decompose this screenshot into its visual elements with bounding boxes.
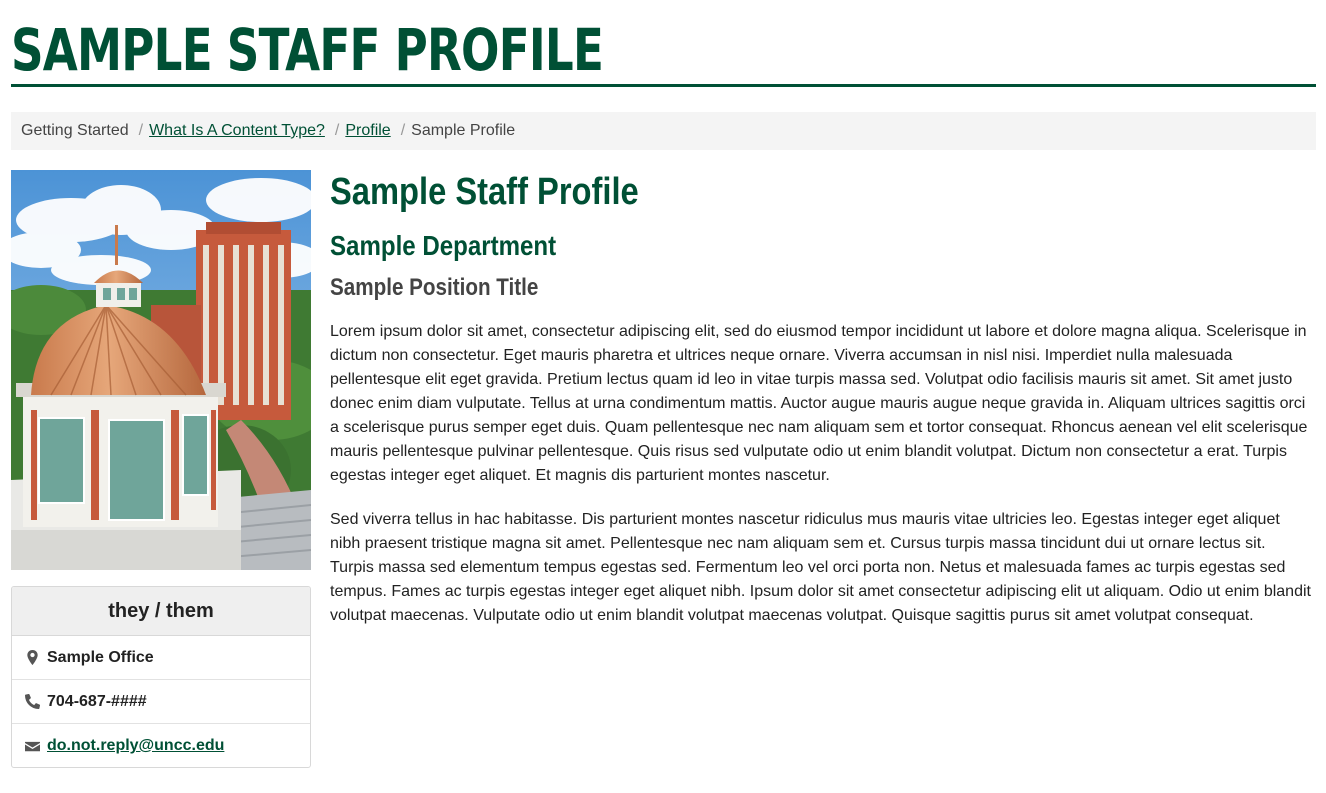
bio bbox=[330, 320, 1312, 628]
phone-row bbox=[12, 680, 310, 724]
envelope-icon bbox=[25, 739, 40, 754]
breadcrumb-item-getting-started: Getting Started bbox=[21, 122, 129, 139]
profile-photo bbox=[11, 170, 311, 570]
page-title: SAMPLE STAFF PROFILE bbox=[11, 16, 604, 84]
contact-card bbox=[11, 586, 311, 768]
position-title: Sample Position Title bbox=[330, 274, 539, 301]
office-row bbox=[12, 636, 310, 680]
breadcrumb-separator: / bbox=[138, 122, 144, 139]
phone-icon bbox=[25, 694, 40, 709]
bio-paragraph: Lorem ipsum dolor sit amet, consectetur adipiscing elit, sed do eiusmod tempor incididunt ut labore et dolore magna aliqua. Scelerisque in dictum non consectetur. Eget mauris pharetra et ultrices neque ornare. Viverra accumsan in nisl nisi. Imperdiet nulla malesuada pellentesque elit eget gravida. Pretium lectus quam id leo in vitae turpis massa sed. Volutpat odio facilisis mauris sit amet. Sit amet justo donec enim diam vulputate. Tellus at urna condimentum mattis. Auctor augue mauris augue neque gravida in. Aliquam ultrices sagittis orci a scelerisque purus semper eget duis. Quam pellentesque nec nam aliquam sem et tortor consequat. Rhoncus aenean vel elit scelerisque mauris pellentesque pulvinar pellentesque. Quis risus sed vulputate odio ut enim blandit volutpat. Dictum non consectetur a erat. Turpis egestas integer eget aliquet. Et magnis dis parturient montes nascetur. bbox=[330, 323, 1308, 484]
email-link[interactable]: do.not.reply@uncc.edu bbox=[47, 737, 225, 754]
bio-paragraph: Sed viverra tellus in hac habitasse. Dis parturient montes nascetur ridiculus mus mauris vitae ultricies leo. Egestas integer eget aliquet nibh praesent tristique magna sit amet. Pellentesque nec nam aliquam sem et. Cursus turpis massa tincidunt dui ut ornare lectus sit. Turpis massa sed elementum tempus egestas sed. Fermentum leo vel orci porta non. Netus et malesuada fames ac turpis egestas sed tempus. Fames ac turpis egestas integer eget aliquet nibh. Ipsum dolor sit amet consectetur adipiscing elit ut aliquam. Odio ut enim blandit volutpat maecenas. Vulputate odio ut enim blandit volutpat maecenas volutpat. Quisque sagittis purus sit amet volutpat consequat. bbox=[330, 511, 1311, 624]
breadcrumb-separator: / bbox=[334, 122, 340, 139]
profile-content bbox=[330, 168, 1312, 628]
map-marker-icon bbox=[25, 650, 40, 665]
breadcrumb-link-content-type[interactable]: What Is A Content Type? bbox=[149, 122, 325, 139]
department-heading: Sample Department bbox=[330, 230, 557, 261]
breadcrumb bbox=[11, 112, 1316, 150]
email-row bbox=[12, 724, 310, 768]
title-underline bbox=[11, 84, 1316, 87]
phone-text: 704-687-#### bbox=[47, 692, 147, 710]
breadcrumb-separator: / bbox=[400, 122, 406, 139]
breadcrumb-link-profile[interactable]: Profile bbox=[345, 122, 391, 139]
pronouns: they / them bbox=[12, 587, 310, 636]
profile-name: Sample Staff Profile bbox=[330, 171, 639, 213]
office-text: Sample Office bbox=[47, 648, 154, 666]
breadcrumb-item-current: Sample Profile bbox=[411, 122, 516, 139]
